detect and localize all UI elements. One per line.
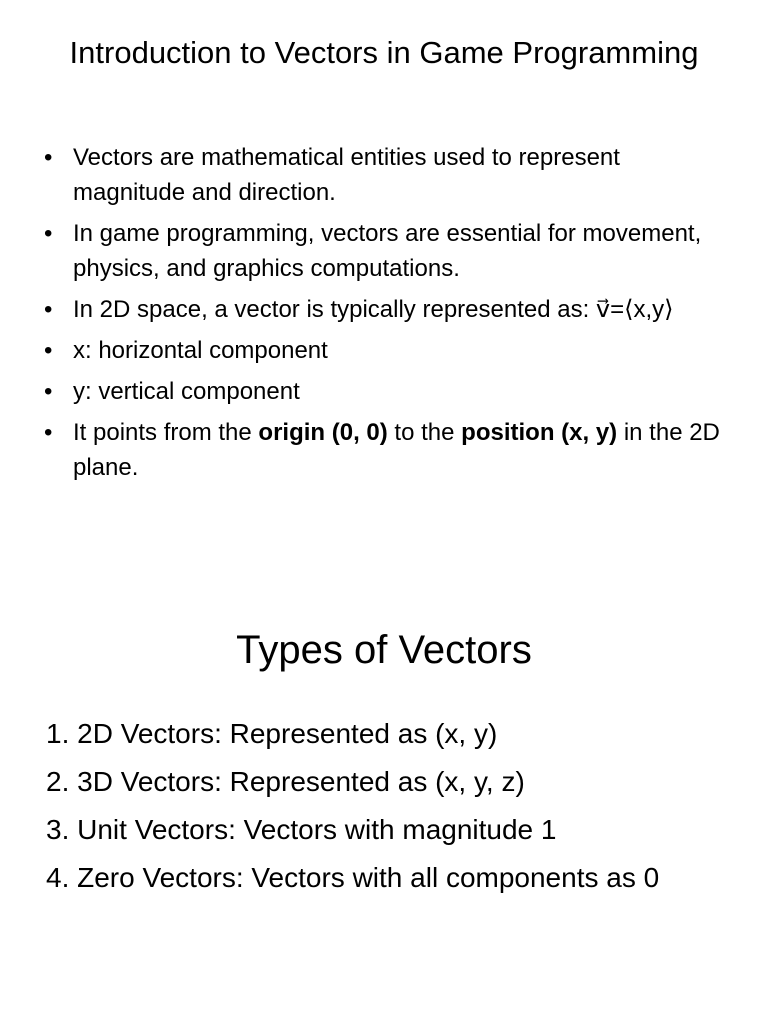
bullet-icon: • [44,296,53,323]
bullet-text: x: horizontal component [73,337,328,364]
bullet-text: Vectors are mathematical entities used to represent magnitude and direction. [73,144,620,206]
bullet-icon: • [44,144,53,171]
bullet-text: In game programming, vectors are essential for movement, physics, and graphics computations. [73,220,702,282]
list-item [40,292,730,327]
list-item: 4. Zero Vectors: Vectors with all components as 0 [46,862,660,893]
slide-title: Types of Vectors [236,628,532,672]
list-item [40,374,730,409]
list-item [40,140,730,210]
bullet-text-part: It points from the [73,419,259,446]
bullet-icon: • [44,378,53,405]
list-item [40,333,730,368]
bullet-text-part: in the 2D plane. [73,419,720,481]
bullet-text: y: vertical component [73,378,300,405]
bullet-icon: • [44,419,53,446]
bold-position: position (x, y) [461,419,618,446]
list-item: 3. Unit Vectors: Vectors with magnitude 1 [46,814,557,845]
bullet-list [40,140,730,491]
bullet-text: In 2D space, a vector is typically represented as: v⃗=⟨x,y⟩ [73,296,674,323]
list-item [40,216,730,286]
slide-title: Introduction to Vectors in Game Programming [69,35,699,70]
numbered-list [46,714,716,906]
list-item: 2. 3D Vectors: Represented as (x, y, z) [46,766,525,797]
list-item [40,415,730,485]
list-item: 1. 2D Vectors: Represented as (x, y) [46,718,498,749]
bullet-icon: • [44,220,53,247]
slide-types [0,600,768,1024]
bullet-icon: • [44,337,53,364]
bullet-text-part: to the [387,419,462,446]
bold-origin: origin (0, 0) [258,419,388,446]
